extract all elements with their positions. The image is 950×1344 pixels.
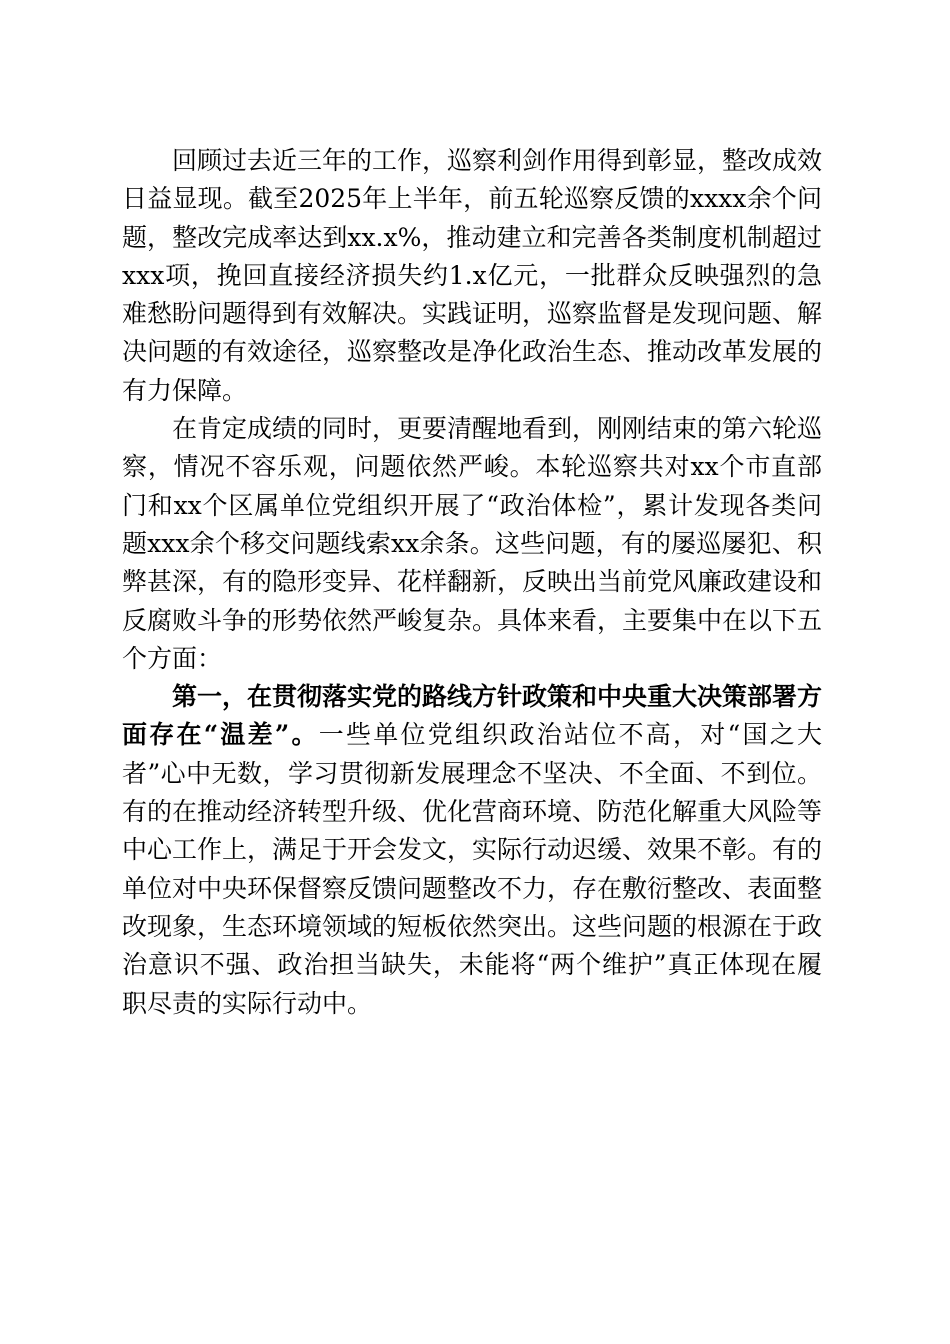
paragraph-first-issue-lead: 第一，在贯彻落实党的路线方针政策和中央重大决策部署方面存在“温差”。 (122, 682, 823, 750)
paragraph-review (122, 142, 822, 410)
paragraph-sixth-round (122, 410, 822, 678)
paragraph-sixth-round-text: 在肯定成绩的同时，更要清醒地看到，刚刚结束的第六轮巡察，情况不容乐观，问题依然严峻。本轮巡察共对xx个市直部门和xx个区属单位党组织开展了“政治体检”，累计发现各类问题xxx余个移交问题线索xx余条。这些问题，有的屡巡屡犯、积弊甚深，有的隐形变异、花样翻新，反映出当前党风廉政建设和反腐败斗争的形势依然严峻复杂。具体来看，主要集中在以下五个方面： (122, 414, 823, 673)
paragraph-first-issue-text: 一些单位党组织政治站位不高，对“国之大者”心中无数，学习贯彻新发展理念不坚决、不全面、不到位。有的在推动经济转型升级、优化营商环境、防范化解重大风险等中心工作上，满足于开会发文，实际行动迟缓、效果不彰。有的单位对中央环保督察反馈问题整改不力，存在敷衍整改、表面整改现象，生态环境领域的短板依然突出。这些问题的根源在于政治意识不强、政治担当缺失，未能将“两个维护”真正体现在履职尽责的实际行动中。 (122, 720, 823, 1018)
paragraph-first-issue (122, 678, 822, 1023)
paragraph-review-text: 回顾过去近三年的工作，巡察利剑作用得到彰显，整改成效日益显现。截至2025年上半年，前五轮巡察反馈的xxxx余个问题，整改完成率达到xx.x%，推动建立和完善各类制度机制超过xxx项，挽回直接经济损失约1.x亿元，一批群众反映强烈的急难愁盼问题得到有效解决。实践证明，巡察监督是发现问题、解决问题的有效途径，巡察整改是净化政治生态、推动改革发展的有力保障。 (122, 146, 823, 405)
document-body (122, 142, 822, 1023)
